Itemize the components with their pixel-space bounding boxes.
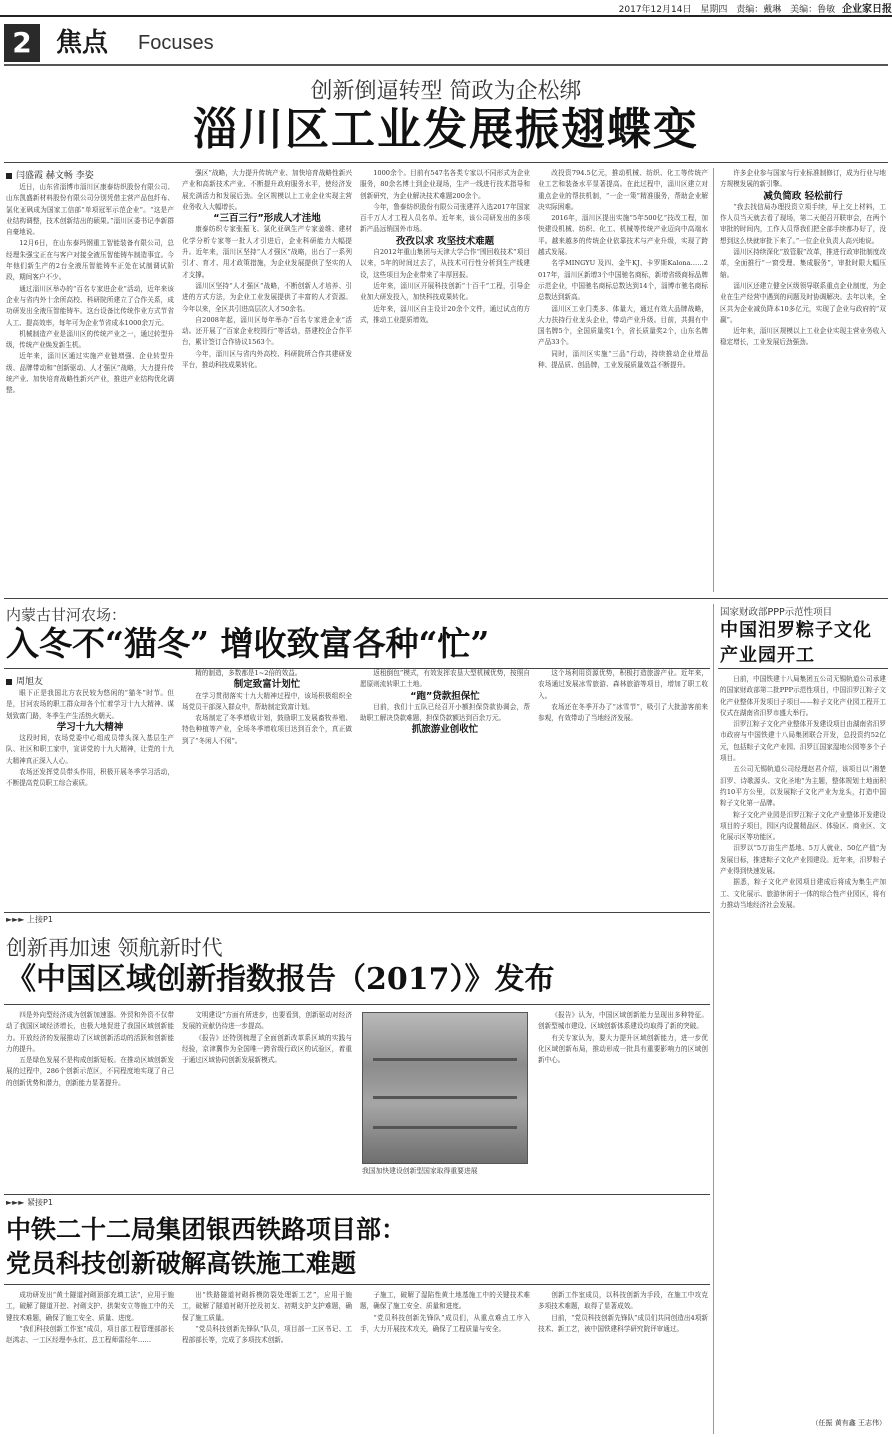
section-name: 焦点 (56, 28, 109, 58)
story5-col1-p1: 成功研发出“黄土隧道衬砌顶部充填工法”，应用于施工，破解了隧道开挖、衬砌支护、拱架安立等施工中的关键技术难题，确保了施工安全、质量、进度。 (6, 1291, 174, 1322)
photo-detail (373, 1058, 517, 1061)
story1-col5-p1: 许多企业参与国家与行业标准制修订，成为行业与地方规模发展的新引擎。 (720, 169, 886, 189)
masthead-paper: 企业家日报 (842, 4, 892, 15)
story2-subhead-tourism: 抓旅游业创收忙 (411, 724, 479, 736)
story2-col2-p2: 在学习贯彻落实十九大精神过程中，该场积极组织全场党员干部深入群众中，帮助制定致富计划。 (182, 691, 352, 711)
story2-byline-text: 周旭友 (16, 677, 44, 687)
story1-col4-p5: 同时，淄川区实施“三品”行动，持续推动企业增品种、提品质、创品牌，工业发展质量效益不断提升。 (538, 349, 708, 370)
story2-subhead-study: 学习十九大精神 (56, 721, 124, 733)
story1-col3-p3: 自2012年重山集团与天津大学合作“围回收技术”项目以来，5年的时间过去了，从技术可行性分析到生产线建设，这些项目为企业带来了丰厚回报。 (360, 248, 530, 279)
column-divider-right (713, 604, 714, 1434)
masthead-designer: 美编：鲁敏 (790, 5, 836, 15)
story1-col2-p1: 强区”战略，大力提升传统产业、加快培育战略性新兴产业和高新技术产业、不断提升政府服务水平，使经济发展充满活力和发展后劲。全区规模以上工业企业实现主营业务收入大幅增长。 (182, 169, 352, 211)
story1-col1-p2: 12月6日，在山东泰玛钢重工智能装备有限公司，总经理朱强宝正在与客户对接全液压智能铸车制造事宜。今年他们新生产的2台全液压智能铸车正处在试制调试阶段，期间客户不少。 (6, 239, 174, 282)
story5-col3-p2: “党员科技创新先锋队”成员们，从重点难点工序入手，大力开展技术攻关，确保了工程质量与安全。 (360, 1313, 530, 1333)
masthead-rule (0, 15, 892, 17)
story4-headline: 《中国区域创新指数报告（2017）》发布 (6, 962, 555, 997)
story2-col1-p2: 这段时间，农场党委中心组成员带头深入基层生产队、社区和职工家中，宣讲党的十九大精神，让党的十九大精神真正深入人心。 (6, 734, 174, 765)
story5-col2-p1: 出“铁路隧道衬砌拆模防裂处理新工艺”，应用于施工，破解了隧道衬砌开挖及初支、初期支护支护难题，确保了施工质量。 (182, 1291, 352, 1322)
story1-byline-text: 闫盛霞 赫文畅 李姿 (16, 171, 94, 181)
story1-subtitle: 创新倒逼转型 简政为企松绑 (310, 79, 582, 104)
photo-caption: 我国加快建设创新型国家取得重要进展 (362, 1167, 478, 1175)
masthead-editor: 责编：戴琳 (736, 5, 782, 15)
story2-col3-p1: 返租倒包”模式，有效发挥农垦大型机械优势，按照自愿原则流转职工土地。 (360, 669, 530, 689)
story1-col4-p3: 名学MINGYU 及四、金牛KJ、卡罗斯Kalona……2017年，淄川区新增3个中国驰名商标，新增省级商标品牌示范企业，中国驰名商标总数达到14个，淄博市驰名商标总数达到新高。 (538, 259, 708, 302)
story5-col4 (538, 1290, 708, 1434)
story1-col3-p4: 近年来，淄川区开展科技创新“十百千”工程，引导企业加大研发投入，加快科技成果转化。 (360, 281, 530, 302)
story2-col2 (182, 668, 352, 906)
story1-col4-p2: 2016年，淄川区提出实施“5年500亿”技改工程，加快建设机械、纺织、化工、机械等传统产业迈向中高端水平。越来越多的传统企业依靠技术与产业升级，实现了跨越式发展。 (538, 214, 708, 257)
story4-tag-text: 上接P1 (27, 915, 53, 924)
story1-col5-p2: “我去找信局办理投资立项手续，早上交上材料，工作人员当天就去看了现场，第二天便召开联审会，在两个审批的时间内，工作人员帮我们把全部手续都办好了，没想到这么快就审批下来了。”一位企业负责人高兴地说。 (720, 202, 886, 245)
story6-col (538, 1010, 708, 1188)
story1-col2-p3: 淄川区坚持“人才强区”战略，不断创新人才培养、引进的方式方法，为企业工业发展提供了丰富的人才资源。今年以来，全区共引进高层次人才50余名。 (182, 281, 352, 313)
story5-col4-p2: 目前，“党员科技创新先锋队”成员们共同创造出4项新技术、新工艺，被中国铁建科学研究院评审通过。 (538, 1313, 708, 1333)
story1-col2-p4: 自2008年起，淄川区每年举办“百名专家进企业”活动。还开展了“百家企业校园行”等活动，搭建校企合作平台，累计签订合作协议1563个。 (182, 315, 352, 347)
story4-col1-p1: 四是外向型经济成为创新加速器。外贸和外资不仅带动了我国区域经济增长，也极大地促进了我国区域创新能力。开放经济的发展推动了区域创新活动的活跃和创新能力的提升。 (6, 1011, 174, 1053)
story-divider (4, 598, 888, 599)
story1-col1-p3: 通过淄川区举办的“百名专家进企业”活动，近年来该企业与省内外十余所高校、科研院所建立了合作关系，成功研发出全液压智能铸车。这台设备比传统作业方式节省人工、提高效率，每年可为企业节省成本1000余万元。 (6, 284, 174, 327)
story2-col4-p2: 农场还在冬季开办了“冰雪节”，吸引了大批游客前来参观，有效带动了当地经济发展。 (538, 702, 708, 723)
story1-subhead-talent: “三百三行”形成人才洼地 (213, 213, 321, 225)
story1-col4 (538, 168, 708, 592)
story5-tag-text: 紧接P1 (27, 1198, 53, 1207)
story6-p1: 《报告》认为，中国区域创新能力呈现出多种特征。创新型城市建设、区域创新体系建设均取得了新的突破。 (538, 1011, 708, 1031)
story1-rule (4, 162, 888, 163)
story2-subhead-plan: 制定致富计划忙 (233, 679, 301, 691)
story5-col2 (182, 1290, 352, 1434)
story3-kicker: 国家财政部PPP示范性项目 (720, 607, 833, 618)
story1-subhead-tech: 孜孜以求 攻坚技术难题 (395, 235, 495, 247)
section-name-en: Focuses (138, 32, 214, 54)
story2-col2-p3: 农场制定了冬季增收计划，鼓励职工发展畜牧养殖、特色种植等产业，全场冬季增收项目达到百余个，真正做到了“冬闲人不闲”。 (182, 714, 352, 745)
story1-col4-p1: 改投资794.5亿元，推动机械、纺织、化工等传统产业工艺和装备水平显著提高。在此过程中，淄川区建立对重点企业的帮扶机制，“一企一策”精准服务，帮助企业解决实际困难。 (538, 169, 708, 211)
story1-col2 (182, 168, 352, 592)
story3-p2: 汨罗江粽子文化产业整体开发建设项目由湖南省汨罗市政府与中国铁建十八局集团联合开发，总投资约52亿元，包括粽子文化产业园、汨罗江国家湿地公园等多个子项目。 (720, 720, 886, 763)
story5-top-rule (4, 1194, 710, 1195)
story2-col4 (538, 668, 708, 906)
story1-byline (6, 168, 94, 181)
story1-col5 (720, 168, 886, 592)
story2-col1-p3: 农场还发挥党员带头作用，积极开展冬季学习活动，不断提高党员职工综合素质。 (6, 768, 174, 788)
story3-headline: 中国汨罗粽子文化产业园开工 (720, 620, 872, 666)
story1-col3-p1: 1000余个。目前有547名各类专家以不同形式为企业服务，80余名博士到企业现场，生产一线进行技术指导和创新研究，为企业解决技术难题200余个。 (360, 169, 530, 200)
masthead (0, 0, 892, 14)
photo-detail (373, 1126, 517, 1129)
masthead-weekday: 星期四 (700, 5, 728, 15)
story2-col3 (360, 668, 530, 906)
story4-col1-p2: 五是绿色发展不是构成创新短板。在推动区域创新发展的过程中，286个创新示范区，不同程度地实现了自己的创新优势和潜力，创新能力显著提升。 (6, 1056, 174, 1087)
story5-col1 (6, 1290, 174, 1434)
story2-col2-p1: 精的制造，多数都是1~2倍的效益。 (195, 669, 302, 677)
story1-col5-p5: 近年来，淄川区规模以上工业企业实现主营业务收入稳定增长，工业发展后劲强劲。 (720, 327, 886, 347)
story5-tag (6, 1197, 53, 1208)
story1-col5-p3: 淄川区持续深化“放管服”改革，推进行政审批制度改革，全面推行“一窗受理、集成服务”，审批时限大幅压缩。 (720, 248, 886, 279)
story1-col3 (360, 168, 530, 592)
story5-headline-line1: 中铁二十二局集团银西铁路项目部： (6, 1215, 407, 1244)
story1-col1 (6, 182, 174, 592)
triple-arrow-icon: ►►► (6, 915, 25, 924)
story4-top-rule (4, 912, 710, 913)
story2-col1 (6, 688, 174, 906)
story3-p4: 粽子文化产业园是汨罗江粽子文化产业整体开发建设项目的子项目，园区内设置精品区、体验区、商业区、文化展示区等功能区。 (720, 810, 886, 842)
story2-col4-p1: 这个场利用资源优势，积极打造旅游产业。近年来，农场通过发展冰雪旅游、森林旅游等项目，增加了职工收入。 (538, 669, 708, 700)
story4-col1 (6, 1010, 174, 1188)
section-rule (4, 64, 888, 66)
story1-col2-p5: 今年，淄川区与省内外高校、科研院所合作共建研发平台，推动科技成果转化。 (182, 349, 352, 370)
story5-col3 (360, 1290, 530, 1434)
story5-col1-p2: “我们科技创新工作室”成员，项目部工程管理部部长赵鸿志、一工区经理李永红、总工程师雷经年…… (6, 1324, 174, 1345)
story1-col2-p2: 康泰纺织专家张振飞、氯化亚砜生产专家姜维、建材化学分析专家等一批人才引进后，企业科研能力大幅提升。近年来，淄川区坚持“人才强区”战略，出台了一系列引才、育才、用才政策措施，为企业发展提供了坚实的人才支撑。 (182, 225, 352, 279)
triple-arrow-icon: ►►► (6, 1198, 25, 1207)
story4-col2 (182, 1010, 352, 1188)
story1-col1-p5: 近年来，淄川区通过实施产业链增强、企业转型升级、品牌带动和“创新驱动、人才强区”战略，大力提升传统产业、加快培育战略性新兴产业，推进产业结构优化调整。 (6, 352, 174, 395)
story1-headline: 淄川区工业发展振翅蝶变 (193, 104, 699, 155)
story2-byline (6, 674, 43, 687)
story3-p5: 汨罗以“5万亩生产基地、5万人就业、50亿产值”为发展目标，推进粽子文化产业园建设。近年来，汨罗粽子产业得到快速发展。 (720, 844, 886, 876)
story5-rule (4, 1284, 710, 1285)
story3-p6: 据悉，粽子文化产业园项目建成后将成为集生产加工、文化展示、旅游休闲于一体的综合性产业园区，将有力推动当地经济社会发展。 (720, 878, 886, 909)
story3-rule (718, 668, 888, 669)
story1-col4-p4: 淄川区工业门类多、体量大，通过有效大品牌战略，大力扶持行业龙头企业，带动产业升级。目前，共拥有中国名牌5个，全国质量奖1个，省长质量奖2个，山东名牌产品33个。 (538, 304, 708, 347)
section-number: 2 (4, 24, 40, 62)
story4-subtitle: 创新再加速 领航新时代 (6, 936, 223, 960)
story4-col2-p2: 《报告》还特别梳理了全面创新改革系区域的实践与经验，京津冀作为全国唯一跨省级行政区的试验区，着重于通过区域协同创新发展新模式。 (182, 1033, 352, 1065)
story3-body (720, 674, 886, 1414)
story5-col2-p2: “党员科技创新先锋队”队员，项目部一工区书记、工程部部长等，完成了多项技术创新。 (182, 1324, 352, 1345)
story2-headline: 入冬不“猫冬” 增收致富各种“忙” (6, 624, 490, 663)
conference-photo (362, 1012, 528, 1164)
story1-col3-p5: 近年来，淄川区自主设计20余个文件，通过试点的方式，推动工业提质增效。 (360, 304, 530, 324)
story1-col1-p4: 机械制造产业是淄川区的传统产业之一，通过转型升级，传统产业焕发新生机。 (6, 329, 174, 350)
story5-col4-p1: 创新工作室成员，以科技创新为手段，在施工中攻克多项技术难题，取得了显著成效。 (538, 1291, 708, 1311)
story3-credit: （任振 黄有鑫 王志伟） (811, 1419, 886, 1427)
story4-col2-p1: 文明建设”方面有所进步，也要看到，创新驱动对经济发展的贡献仍待进一步提高。 (182, 1011, 352, 1031)
story1-subhead-simplify: 减负简政 轻松前行 (763, 190, 843, 202)
masthead-date: 2017年12月14日 (618, 5, 692, 15)
story5-headline-line2: 党员科技创新破解高铁施工难题 (6, 1249, 357, 1278)
story2-col3-p2: 目前，我们十五队已经召开小额担保贷款协调会，帮助职工解决贷款难题，担保贷款额达到百余万元。 (360, 702, 530, 723)
story1-col3-p2: 今年，鲁泰纺织股份有限公司张建祥入选2017年国家百千万人才工程人员名单。近年来，该公司研发出的多项新产品远销国外市场。 (360, 202, 530, 234)
story4-tag (6, 914, 53, 925)
story2-kicker: 内蒙古甘河农场： (6, 606, 127, 624)
story3-p3: 五公司无锡轨道公司经理赵君介绍，该项目以“湘楚汨罗、诗歌源头、文化圣地”为主题，整体规划土地面积约10平方公里，以发展粽子文化产业为龙头，打造中国粽子文化第一品牌。 (720, 765, 886, 808)
story2-subhead-loan: “跑”贷款担保忙 (410, 690, 480, 702)
story5-col3-p1: 子施工，破解了湿陷性黄土地基施工中的关键技术难题，确保了施工安全、质量和进度。 (360, 1291, 530, 1311)
story3-p1: 日前，中国铁建十八局集团五公司无锡轨道公司承建的国家财政部第二批PPP示范性项目，中国汨罗江粽子文化产业整体开发项目子项目——粽子文化产业园工程开工仪式在湖南省汨罗市盛大举行。 (720, 675, 886, 717)
story6-p2: 有关专家认为，要大力提升区域创新能力，进一步优化区域创新布局，推动形成一批具有重要影响力的区域创新中心。 (538, 1033, 708, 1065)
story2-col1-p1: 眼下正是我国北方农民较为悠闲的“猫冬”时节。但是，甘河农场的职工群众却各个忙着学习十九大精神、谋划致富门路，冬季生产生活热火朝天。 (6, 689, 174, 720)
story4-rule (4, 1004, 710, 1005)
story1-col5-p4: 淄川区还建立健全区级领导联系重点企业制度，为企业在生产经营中遇到的问题及时协调解决。去年以来，全区共为企业减负降本10多亿元，实现了企业与政府的“双赢”。 (720, 281, 886, 324)
column-divider (713, 168, 714, 592)
story1-col1-p1: 近日，山东省淄博市淄川区康泰纺织股份有限公司、山东凯盛新材料股份有限公司分别凭借主营产品包纤布、氯化亚砜成为国家工信部“单项冠军示范企业”。“这是产业结构调整，技术创新结出的硕果。”淄川区委书记李新群自豪地说。 (6, 183, 174, 237)
photo-detail (373, 1096, 517, 1099)
